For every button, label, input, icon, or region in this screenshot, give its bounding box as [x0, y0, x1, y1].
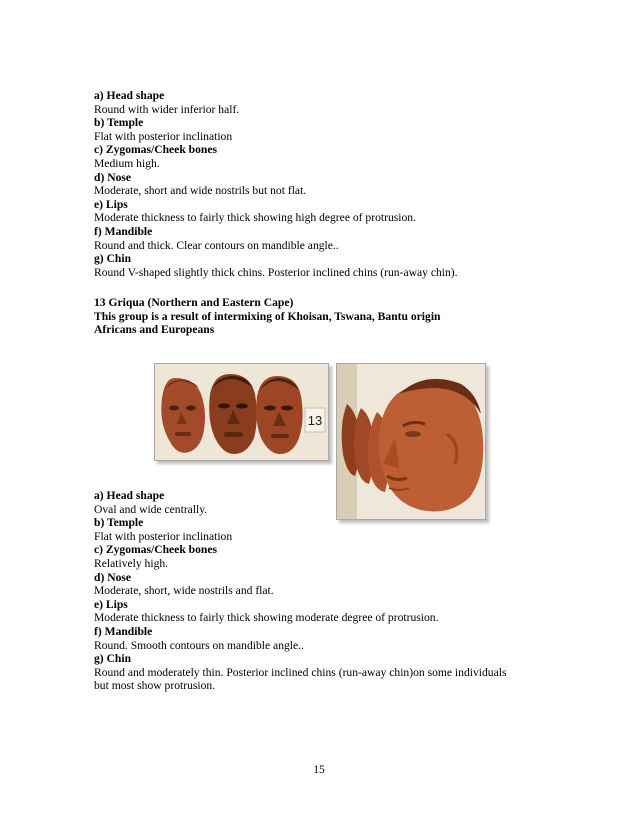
feature-text: Round V-shaped slightly thick chins. Posterior inclined chins (run-away chin).	[94, 265, 458, 279]
feature-text: Medium high.	[94, 156, 160, 170]
feature-heading: c) Zygomas/Cheek bones	[94, 543, 218, 557]
photo-three-masks	[154, 363, 329, 461]
feature-text: Moderate, short, wide nostrils and flat.	[94, 584, 274, 598]
feature-text: Flat with posterior inclination	[94, 529, 233, 543]
feature-heading: g) Chin	[94, 252, 132, 266]
feature-heading: b) Temple	[94, 116, 144, 130]
feature-heading: b) Temple	[94, 516, 144, 530]
feature-text: Round and thick. Clear contours on mandible angle..	[94, 238, 339, 252]
feature-text: Moderate, short and wide nostrils but not flat.	[94, 184, 307, 198]
feature-heading: a) Head shape	[94, 489, 165, 502]
section-header	[94, 296, 554, 337]
feature-heading: a) Head shape	[94, 89, 165, 102]
feature-heading: c) Zygomas/Cheek bones	[94, 143, 218, 157]
feature-text: Moderate thickness to fairly thick showing high degree of protrusion.	[94, 211, 416, 225]
feature-heading: g) Chin	[94, 652, 132, 666]
masks-illustration	[155, 364, 329, 461]
features-list-1	[94, 89, 554, 279]
feature-heading: f) Mandible	[94, 624, 153, 638]
feature-heading: e) Lips	[94, 197, 128, 211]
feature-heading: f) Mandible	[94, 224, 153, 238]
mask-tag-label: 13	[307, 413, 323, 428]
feature-heading: d) Nose	[94, 570, 132, 584]
section-title: 13 Griqua (Northern and Eastern Cape)	[94, 296, 294, 309]
section-description: Africans and Europeans	[94, 323, 215, 337]
feature-text: but most show protrusion.	[94, 679, 216, 693]
feature-text: Oval and wide centrally.	[94, 502, 208, 516]
feature-text: Moderate thickness to fairly thick showing moderate degree of protrusion.	[94, 611, 439, 625]
feature-text: Round and moderately thin. Posterior inclined chins (run-away chin)on some individuals	[94, 665, 507, 679]
feature-text: Relatively high.	[94, 556, 169, 570]
feature-heading: e) Lips	[94, 597, 128, 611]
feature-text: Flat with posterior inclination	[94, 129, 233, 143]
feature-heading: d) Nose	[94, 170, 132, 184]
page-number: 15	[313, 763, 325, 776]
feature-text: Round. Smooth contours on mandible angle..	[94, 638, 304, 652]
section-description: This group is a result of intermixing of Khoisan, Tswana, Bantu origin	[94, 309, 441, 323]
feature-text: Round with wider inferior half.	[94, 102, 240, 116]
features-list-2	[94, 489, 554, 693]
